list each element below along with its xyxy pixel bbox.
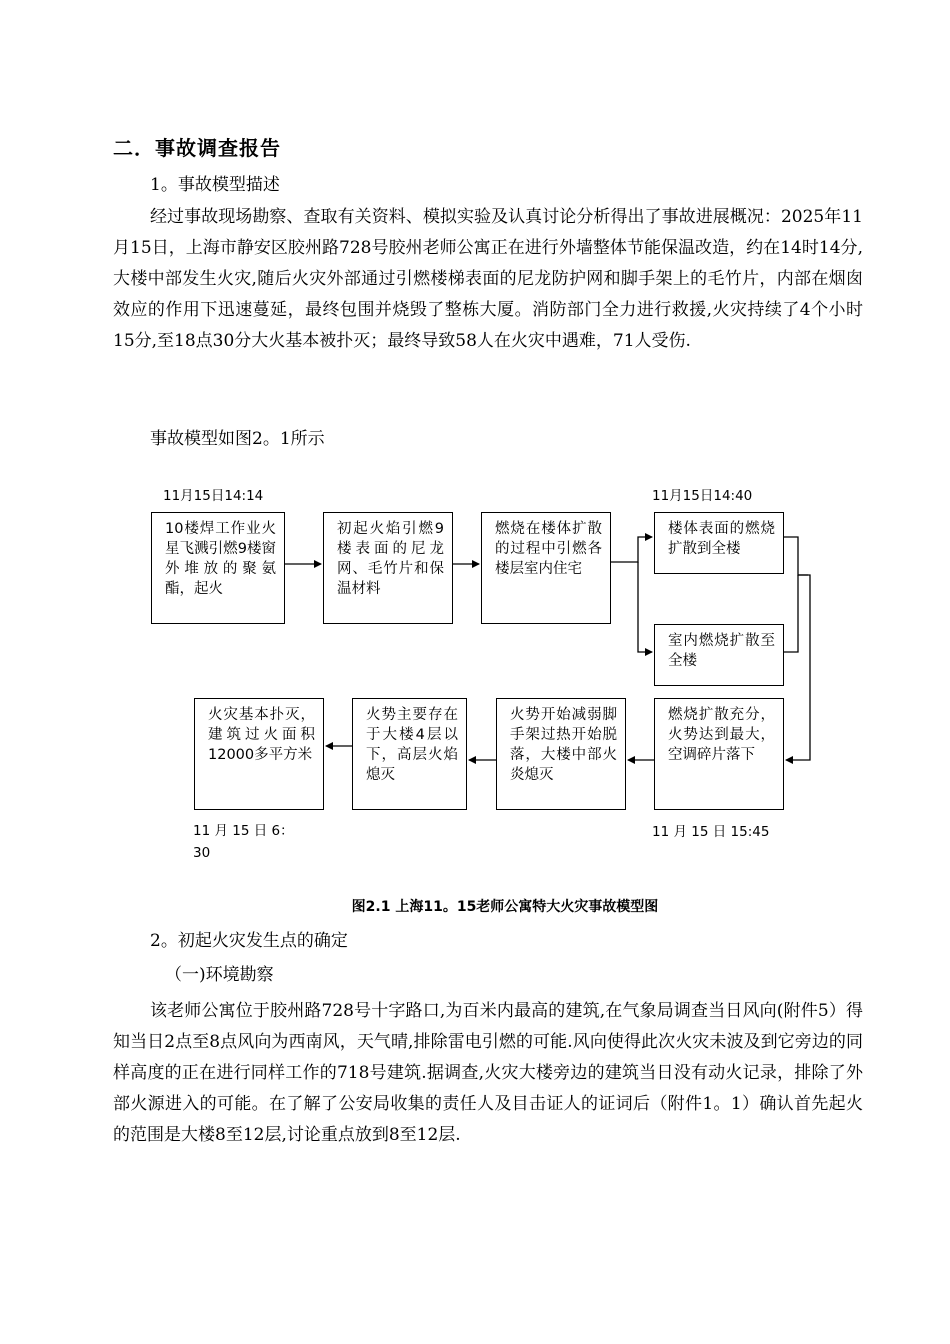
section-title: 二．事故调查报告: [113, 136, 281, 160]
diagram-box-ignition: 10楼焊工作业火星飞溅引燃9楼窗外堆放的聚氨酯，起火: [151, 512, 285, 624]
arrow-3-to-5: [638, 562, 652, 652]
diagram-box-interior-spread: 燃烧在楼体扩散的过程中引燃各楼层室内住宅: [481, 512, 611, 624]
subsection-heading-survey: （一)环境勘察: [165, 965, 274, 985]
diagram-box-lower-floors: 火势主要存在于大楼4层以下，高层火焰熄灭: [352, 698, 467, 810]
connector-4-right: [784, 537, 808, 575]
diagram-box-indoor-spread: 室内燃烧扩散至全楼: [654, 624, 784, 686]
time-label-spread: 11月15日14:40: [652, 488, 753, 504]
connector-5-right: [784, 575, 798, 652]
figure-caption: 图2.1 上海11。15老师公寓特大火灾事故模型图: [351, 899, 659, 915]
paragraph-overview: 经过事故现场勘察、查取有关资料、模拟实验及认真讨论分析得出了事故进展概况：2025年11月15日，上海市静安区胶州路728号胶州老师公寓正在进行外墙整体节能保温改造，约在14时14分,大楼中部发生火灾,随后火灾外部通过引燃楼梯表面的尼龙防护网和脚手架上的毛竹片，内部在烟囱效应的作用下迅速蔓延，最终包围并烧毁了整栋大厦。消防部门全力进行救援,火灾持续了4个小时15分,至18点30分大火基本被扑灭；最终导致58人在火灾中遇难，71人受伤.: [113, 207, 863, 351]
diagram-box-peak-fire: 燃烧扩散充分，火势达到最大，空调碎片落下: [654, 698, 784, 810]
arrow-3-to-4: [611, 537, 652, 562]
time-label-end: 11 月 15 日 6：30: [193, 823, 294, 861]
time-label-peak: 11 月 15 日 15:45: [652, 824, 770, 840]
time-label-start: 11月15日14:14: [163, 488, 264, 504]
subsection-heading-model: 1。事故模型描述: [150, 175, 280, 195]
diagram-box-extinguished: 火灾基本扑灭，建筑过火面积12000多平方米: [194, 698, 324, 810]
diagram-box-initial-flame: 初起火焰引燃9楼表面的尼龙网、毛竹片和保温材料: [323, 512, 453, 624]
paragraph-environment-survey: 该老师公寓位于胶州路728号十字路口,为百米内最高的建筑,在气象局调查当日风向(附件5）得知当日2点至8点风向为西南风，天气晴,排除雷电引燃的可能.风向使得此次火灾未波及到它旁边的同样高度的正在进行同样工作的718号建筑.据调查,火灾大楼旁边的建筑当日没有动火记录，排除了外部火源进入的可能。在了解了公安局收集的责任人及目击证人的证词后（附件1。1）确认首先起火的范围是大楼8至12层,讨论重点放到8至12层.: [113, 1001, 863, 1145]
subsection-heading-origin: 2。初起火灾发生点的确定: [150, 931, 348, 951]
diagram-box-weakening: 火势开始减弱脚手架过热开始脱落，大楼中部火炎熄灭: [496, 698, 626, 810]
figure-reference: 事故模型如图2。1所示: [150, 429, 325, 449]
diagram-box-surface-spread: 楼体表面的燃烧扩散到全楼: [654, 512, 784, 574]
